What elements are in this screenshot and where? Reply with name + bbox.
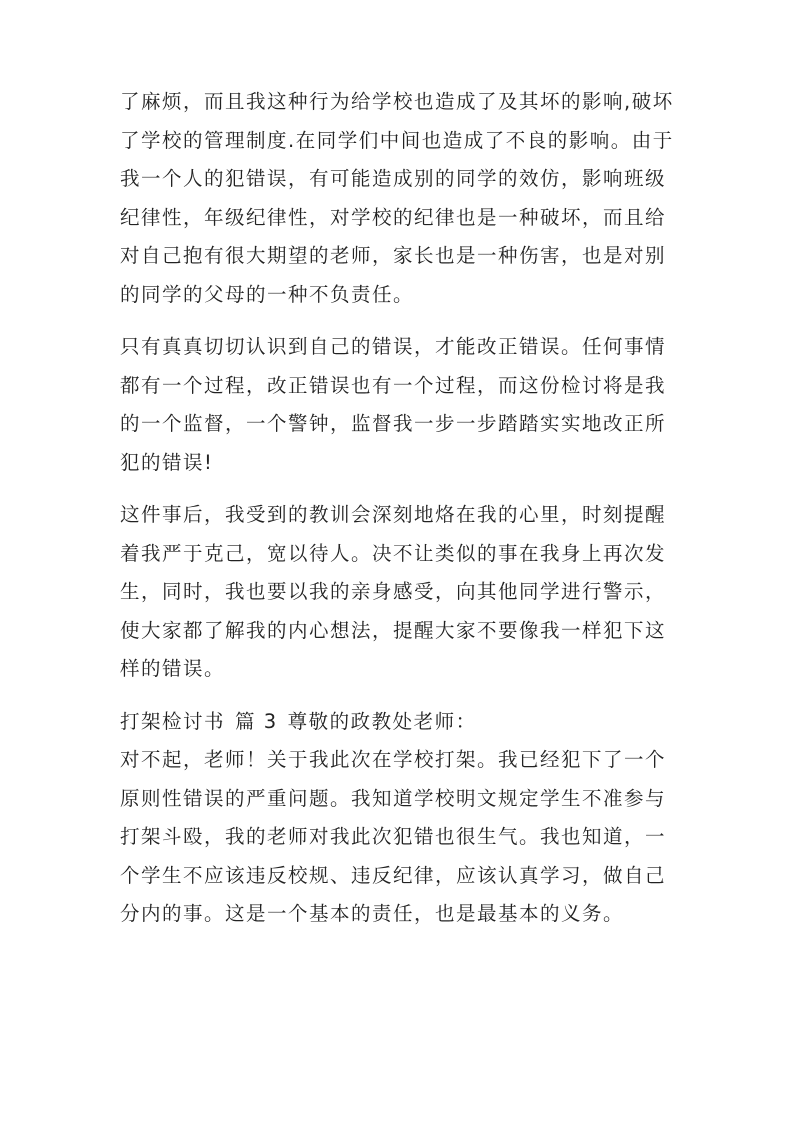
text-line: 的同学的父母的一种不负责任。 [120,282,415,306]
text-line: 着我严于克己，宽以待人。决不让类似的事在我身上再次发 [120,541,667,565]
text-line: 这件事后，我受到的教训会深刻地烙在我的心里，时刻提醒 [120,503,667,526]
text-line: 对自己抱有很大期望的老师，家长也是一种伤害，也是对别 [120,244,667,267]
section-title: 打架检讨书 [120,709,226,733]
text-line: 我一个人的犯错误，有可能造成别的同学的效仿，影响班级 [120,167,667,190]
text-line: 使大家都了解我的内心想法，提醒大家不要像我一样犯下这 [120,618,667,642]
paragraph-3 [120,496,680,689]
paragraph-2 [120,328,680,482]
text-line: 分内的事。这是一个基本的责任，也是最基本的义务。 [120,902,625,925]
text-line: 犯的错误! [120,450,214,474]
text-line: 了学校的管理制度.在同学们中间也造成了不良的影响。由于 [120,128,674,152]
text-line: 打架斗殴，我的老师对我此次犯错也很生气。我也知道，一 [120,825,667,848]
salutation: 尊敬的政教处老师： [287,709,477,733]
document-body [120,83,680,934]
text-line: 个学生不应该违反校规、违反纪律，应该认真学习，做自己 [120,863,667,887]
text-line: 对不起，老师！关于我此次在学校打架。我已经犯下了一个 [120,748,667,771]
section-heading [120,703,680,742]
text-line: 生，同时，我也要以我的亲身感受，向其他同学进行警示， [120,580,667,603]
text-line: 的一个监督，一个警钟，监督我一步一步踏踏实实地改正所 [120,412,667,435]
text-line: 样的错误。 [120,657,226,680]
paragraph-4 [120,741,680,934]
paragraph-1 [120,83,680,314]
text-line: 了麻烦，而且我这种行为给学校也造成了及其坏的影响,破坏 [120,90,674,113]
text-line: 只有真真切切认识到自己的错误，才能改正错误。任何事情 [120,335,667,358]
text-line: 纪律性，年级纪律性，对学校的纪律也是一种破坏，而且给 [120,205,667,229]
text-line: 都有一个过程，改正错误也有一个过程，而这份检讨将是我 [120,373,667,397]
section-number: 篇 3 [235,709,278,733]
text-line: 原则性错误的严重问题。我知道学校明文规定学生不准参与 [120,786,667,810]
